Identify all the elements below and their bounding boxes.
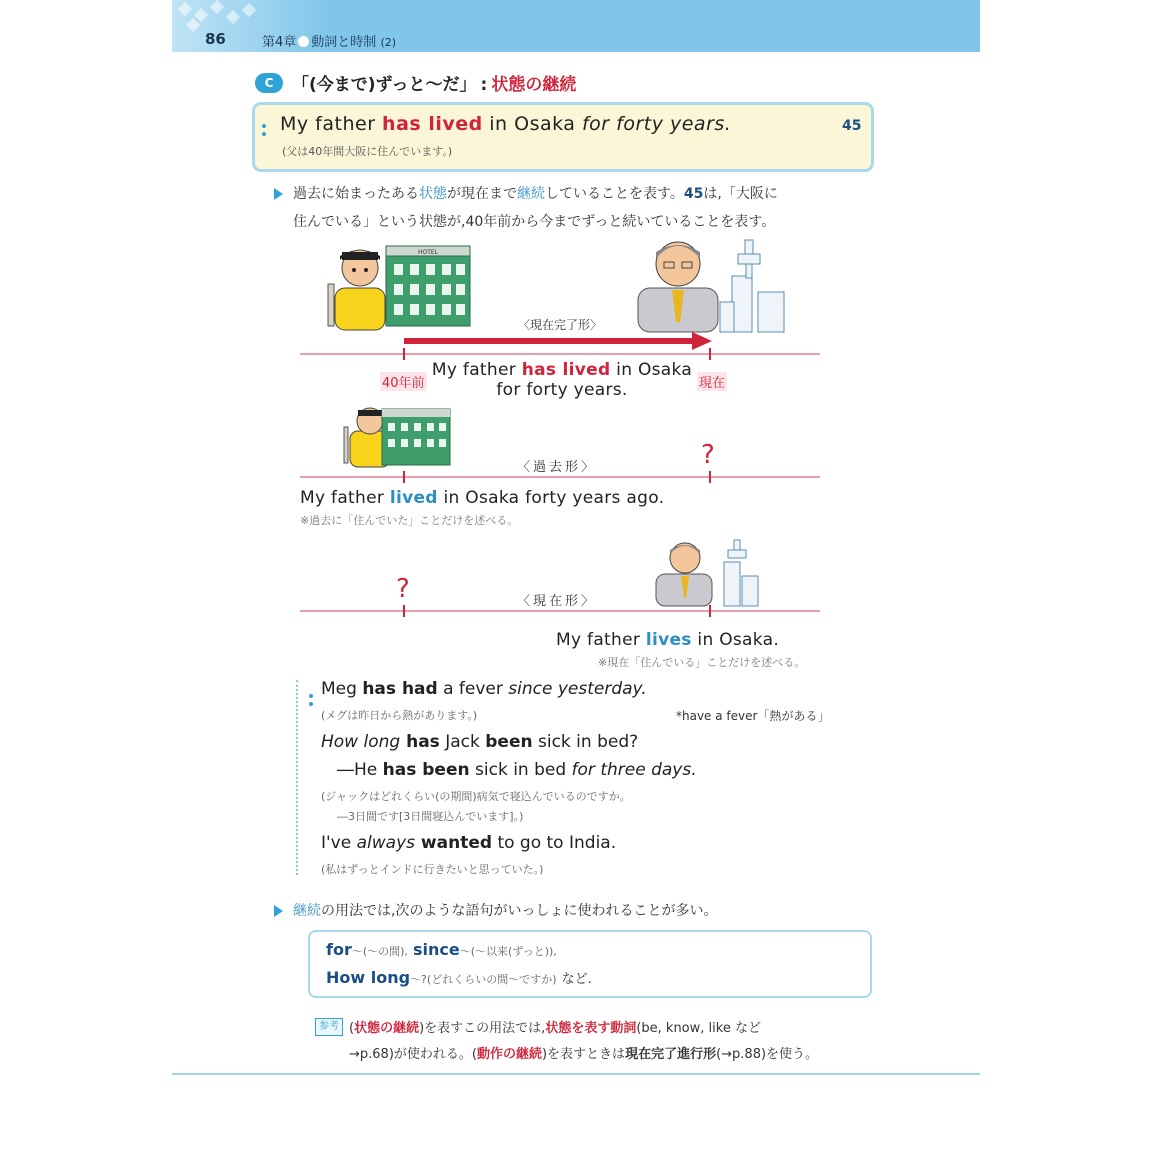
diagram2-sentence [300, 488, 664, 508]
chapter-dot-icon [298, 36, 309, 47]
keyword: for [326, 940, 352, 959]
text: (be, know, like など [636, 1021, 761, 1036]
text: が現在まで [447, 186, 517, 202]
timeline-tick [403, 348, 405, 360]
text: to go to India. [492, 833, 617, 853]
section-badge: C [255, 73, 283, 93]
keyword: 現在完了進行形 [625, 1047, 717, 1062]
now-point-label: 現在 [697, 372, 727, 391]
diagram1-label: 〈現在完了形〉 [518, 318, 603, 332]
past-point-label: 40年前 [380, 372, 427, 391]
italic-text: since yesterday. [508, 679, 647, 699]
keyword: has [400, 732, 440, 752]
reference-line-2 [349, 1043, 818, 1062]
keyword: has had [362, 679, 438, 699]
section-title-red: 状態の継続 [491, 75, 577, 95]
text: 〜(〜以来(ずっと)), [459, 945, 557, 958]
example-translation: (メグは昨日から熱があります。) [321, 709, 478, 722]
example-bullet-icon [262, 124, 266, 146]
italic-text: always [356, 833, 416, 853]
chapter-sub: (2) [380, 36, 397, 49]
text: a fever [437, 679, 509, 699]
text: in Osaka [610, 360, 693, 380]
text: 〜(〜の間), [351, 945, 408, 958]
text: Jack [439, 732, 486, 752]
usage-line-1 [326, 940, 557, 959]
arrow-bullet-icon [274, 188, 283, 200]
text: 住んでいる」という状態が,40年前から今までずっと続いていることを表す。 [293, 214, 776, 230]
chapter-title: 動詞と時制 [311, 35, 377, 50]
unknown-mark: ? [701, 440, 715, 470]
text: していることを表す。 [545, 186, 684, 202]
timeline-line [300, 610, 820, 612]
svg-text:HOTEL: HOTEL [417, 249, 439, 256]
example-sentence [321, 679, 647, 699]
keyword: wanted [415, 833, 493, 853]
young-father-illustration [328, 250, 385, 330]
text: sick in bed? [532, 732, 639, 752]
example-part: in Osaka [482, 113, 582, 135]
usage-line-2 [326, 968, 592, 987]
keyword: since [413, 940, 460, 959]
text: My father [431, 360, 522, 380]
chapter-heading [262, 31, 396, 50]
text: )を表すときは [541, 1047, 626, 1062]
text: My father [556, 630, 646, 650]
examples-rule [296, 680, 298, 875]
timeline-tick [403, 605, 405, 617]
keyword: has been [382, 760, 470, 780]
arrow-head-icon [692, 332, 712, 350]
timeline-tick [709, 348, 711, 360]
example-italic: for forty years. [581, 113, 732, 135]
text: I've [321, 833, 357, 853]
example-sentence [337, 760, 697, 780]
keyword: 状態 [419, 186, 447, 202]
example-translation: (私はずっとインドに行きたいと思っていた。) [321, 863, 544, 876]
hotel-building-small-illustration [382, 409, 450, 465]
example-number: 45 [842, 118, 862, 134]
keyword: has lived [521, 360, 611, 380]
section-title [292, 70, 576, 95]
section-title-main: 「(今まで)ずっと〜だ」 [292, 75, 477, 95]
timeline-tick [709, 605, 711, 617]
keyword: 継続 [293, 903, 321, 919]
text: ( [349, 1021, 355, 1036]
keyword: 継続 [517, 186, 545, 202]
keyword: 状態の継続 [354, 1021, 420, 1036]
section-title-sep: : [480, 75, 488, 95]
osaka-tower-small-illustration [724, 540, 758, 606]
text: sick in bed [469, 760, 572, 780]
reference-badge: 参考 [315, 1018, 343, 1036]
example-translation: (父は40年間大阪に住んでいます。) [282, 145, 453, 158]
older-father-illustration [638, 242, 718, 332]
osaka-tower-illustration [720, 240, 784, 332]
text: の用法では,次のような語句がいっしょに使われることが多い。 [321, 903, 718, 919]
unknown-mark: ? [396, 574, 410, 604]
text: →p.68)が使われる。( [349, 1047, 477, 1062]
chapter-label: 第4章 [262, 35, 297, 50]
examples-bullet-icon [309, 694, 313, 716]
italic-text: How long [321, 732, 401, 752]
diagram3-sentence [556, 630, 779, 650]
text: 〜?(どれくらいの間〜ですか) [410, 973, 557, 986]
keyword: How long [326, 968, 411, 987]
reference-line-1 [349, 1017, 761, 1036]
diagram3-note: ※現在「住んでいる」ことだけを述べる。 [598, 656, 806, 669]
text: in Osaka forty years ago. [437, 488, 665, 508]
text: など. [561, 972, 592, 987]
timeline-line [300, 476, 820, 478]
timeline-tick [709, 471, 711, 483]
example-sentence [321, 732, 638, 752]
older-father-small-illustration [656, 543, 712, 606]
hotel-building-illustration [386, 246, 470, 326]
keyword: 動作の継続 [476, 1047, 542, 1062]
keyword: been [485, 732, 533, 752]
diagram1-sentence [428, 360, 696, 400]
diagram3-label: 〈現在形〉 [517, 594, 598, 609]
italic-text: for three days. [571, 760, 697, 780]
example-part: My father [280, 113, 383, 135]
example-translation: ―3日間です[3日間寝込んでいます]。) [337, 810, 524, 823]
arrow-bullet-icon [274, 905, 283, 917]
footer-rule [172, 1073, 980, 1075]
ref-number: 45 [683, 186, 704, 202]
text: for forty years. [496, 380, 628, 400]
example-sentence [280, 113, 731, 135]
diagram2-label: 〈過去形〉 [517, 460, 598, 475]
text: My father [300, 488, 390, 508]
text: ―He [337, 760, 383, 780]
text: (→p.88)を使う。 [716, 1047, 819, 1062]
header-decoration [172, 0, 262, 30]
diagram2-note: ※過去に「住んでいた」ことだけを述べる。 [300, 514, 519, 527]
example-translation: (ジャックはどれくらい(の期間)病気で寝込んでいるのですか。 [321, 790, 631, 803]
duration-arrow [404, 338, 694, 344]
explanation-1 [293, 180, 883, 236]
keyword: 状態を表す動詞 [545, 1021, 637, 1036]
page-number: 86 [205, 30, 226, 48]
text: は,「大阪に [703, 186, 778, 202]
keyword: lives [645, 630, 692, 650]
timeline-line [300, 353, 820, 355]
text: )を表すこの用法では, [419, 1021, 546, 1036]
vocab-note: *have a fever「熱がある」 [676, 709, 830, 723]
example-sentence [321, 833, 616, 853]
text: 過去に始まったある [293, 186, 419, 202]
example-highlight: has lived [382, 113, 483, 135]
text: in Osaka. [691, 630, 780, 650]
keyword: lived [389, 488, 438, 508]
text: Meg [321, 679, 363, 699]
timeline-tick [403, 471, 405, 483]
explanation-2 [293, 897, 717, 925]
